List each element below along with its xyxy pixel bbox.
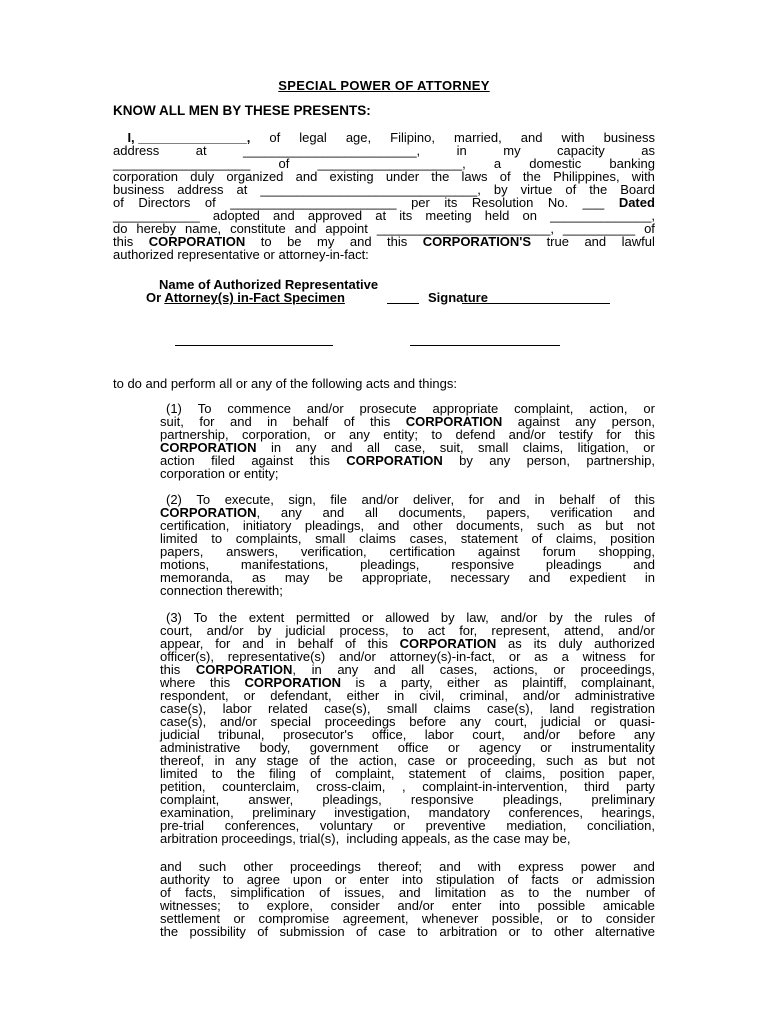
intro-line: ___________________ of ____________________, a domestic banking	[113, 156, 655, 171]
paragraph-line: suit, for and in behalf of this CORPORATION against any person,	[160, 414, 655, 429]
paragraph-line: CORPORATION in any and all case, suit, small claims, litigation, or	[160, 440, 655, 455]
paragraph-line: officer(s), representative(s) and/or attorney(s)-in-fact, or as a witness for	[160, 649, 655, 664]
paragraph-line: authority to agree upon or enter into stipulation of facts or admission	[160, 872, 655, 887]
power-paragraph-2	[160, 493, 655, 597]
representative-signature-blank	[410, 345, 560, 346]
paragraph-line: complaint, answer, pleadings, responsive pleadings, preliminary	[160, 792, 655, 807]
paragraph-line: connection therewith;	[160, 583, 283, 598]
intro-line: business address at ______________________________, by virtue of the Board	[113, 182, 655, 197]
paragraph-line: petition, counterclaim, cross-claim, , complaint-in-intervention, third party	[160, 779, 655, 794]
power-paragraph-3	[160, 611, 655, 845]
paragraph-line: papers, answers, verification, certification against forum shopping,	[160, 544, 655, 559]
paragraph-line: appear, for and in behalf of this CORPORATION as its duly authorized	[160, 636, 655, 651]
paragraph-line: action filed against this CORPORATION by any person, partnership,	[160, 453, 655, 468]
paragraph-line: corporation or entity;	[160, 466, 279, 481]
document-heading: KNOW ALL MEN BY THESE PRESENTS:	[113, 103, 371, 118]
document-title: SPECIAL POWER OF ATTORNEY	[278, 78, 490, 93]
paragraph-line: case(s), labor related case(s), small claims case(s), land registration	[160, 701, 655, 716]
or-prefix: Or	[146, 290, 165, 305]
paragraph-line: judicial tribunal, prosecutor's office, labor court, and/or before any	[160, 727, 655, 742]
paragraph-line: thereof, in any stage of the action, case or proceeding, such as but not	[160, 753, 655, 768]
signature-column-label: Signature	[428, 290, 488, 305]
paragraph-line: of facts, simplification of issues, and limitation as to the number of	[160, 885, 655, 900]
powers-lead-text: to do and perform all or any of the following acts and things:	[113, 376, 457, 391]
paragraph-line: motions, manifestations, pleadings, responsive pleadings and	[160, 557, 655, 572]
signature-underline	[462, 303, 610, 304]
representative-table-header	[146, 278, 378, 304]
paragraph-line: certification, initiatory pleadings, and other documents, such as but not	[160, 518, 655, 533]
specimen-underline	[387, 303, 419, 304]
name-column-label-line2	[146, 291, 378, 304]
paragraph-line: arbitration proceedings, trial(s), including appeals, as the case may be,	[160, 831, 571, 846]
paragraph-line: this CORPORATION, in any and all cases, actions, or proceedings,	[160, 662, 655, 677]
paragraph-line: settlement or compromise agreement, whenever possible, or to consider	[160, 911, 655, 926]
name-column-label: Name of Authorized Representative	[159, 277, 379, 292]
intro-line: address at ________________________, in my capacity as	[113, 143, 655, 158]
paragraph-line: partnership, corporation, or any entity; to defend and/or testify for this	[160, 427, 655, 442]
intro-line: corporation duly organized and existing under the laws of the Philippines, with	[113, 169, 655, 184]
paragraph-line: (2) To execute, sign, file and/or deliver, for and in behalf of this	[166, 492, 655, 507]
paragraph-line: CORPORATION, any and all documents, papers, verification and	[160, 505, 655, 520]
paragraph-line: (3) To the extent permitted or allowed by law, and/or by the rules of	[166, 610, 655, 625]
paragraph-line: case(s), and/or special proceedings before any court, judicial or quasi-	[160, 714, 655, 729]
paragraph-line: (1) To commence and/or prosecute appropriate complaint, action, or	[166, 401, 655, 416]
paragraph-line: witnesses; to explore, consider and/or enter into possible amicable	[160, 898, 655, 913]
paragraph-line: where this CORPORATION is a party, either as plaintiff, complainant,	[160, 675, 655, 690]
paragraph-line: limited to complaints, small claims cases, statement of claims, position	[160, 531, 655, 546]
intro-line: ____________ adopted and approved at its meeting held on ______________,	[113, 208, 655, 223]
attorney-specimen-label: Attorney(s) in-Fact Specimen	[164, 290, 345, 305]
paragraph-line: court, and/or by judicial process, to act for, represent, attend, and/or	[160, 623, 655, 638]
representative-name-blank	[175, 345, 333, 346]
intro-line: authorized representative or attorney-in-fact:	[113, 247, 369, 262]
intro-line: do hereby name, constitute and appoint ________________________, __________ of	[113, 221, 655, 236]
intro-paragraph	[113, 131, 655, 261]
paragraph-line: the possibility of submission of case to arbitration or to other alternative	[160, 924, 655, 939]
paragraph-line: memoranda, as may be appropriate, necessary and expedient in	[160, 570, 655, 585]
intro-line: I, _______________, of legal age, Filipino, married, and with business	[113, 130, 655, 145]
paragraph-line: examination, preliminary investigation, mandatory conferences, hearings,	[160, 805, 655, 820]
power-paragraph-1	[160, 402, 655, 480]
paragraph-line: and such other proceedings thereof; and with express power and	[160, 859, 655, 874]
paragraph-line: pre-trial conferences, voluntary or preventive mediation, conciliation,	[160, 818, 655, 833]
intro-line: of Directors of _______________________ per its Resolution No. ___ Dated	[113, 195, 655, 210]
paragraph-line: limited to the filing of complaint, statement of claims, position paper,	[160, 766, 655, 781]
paragraph-line: administrative body, government office or agency or instrumentality	[160, 740, 655, 755]
intro-line: this CORPORATION to be my and this CORPORATION'S true and lawful	[113, 234, 655, 249]
power-paragraph-continuation	[160, 860, 655, 938]
paragraph-line: respondent, or defendant, either in civil, criminal, and/or administrative	[160, 688, 655, 703]
